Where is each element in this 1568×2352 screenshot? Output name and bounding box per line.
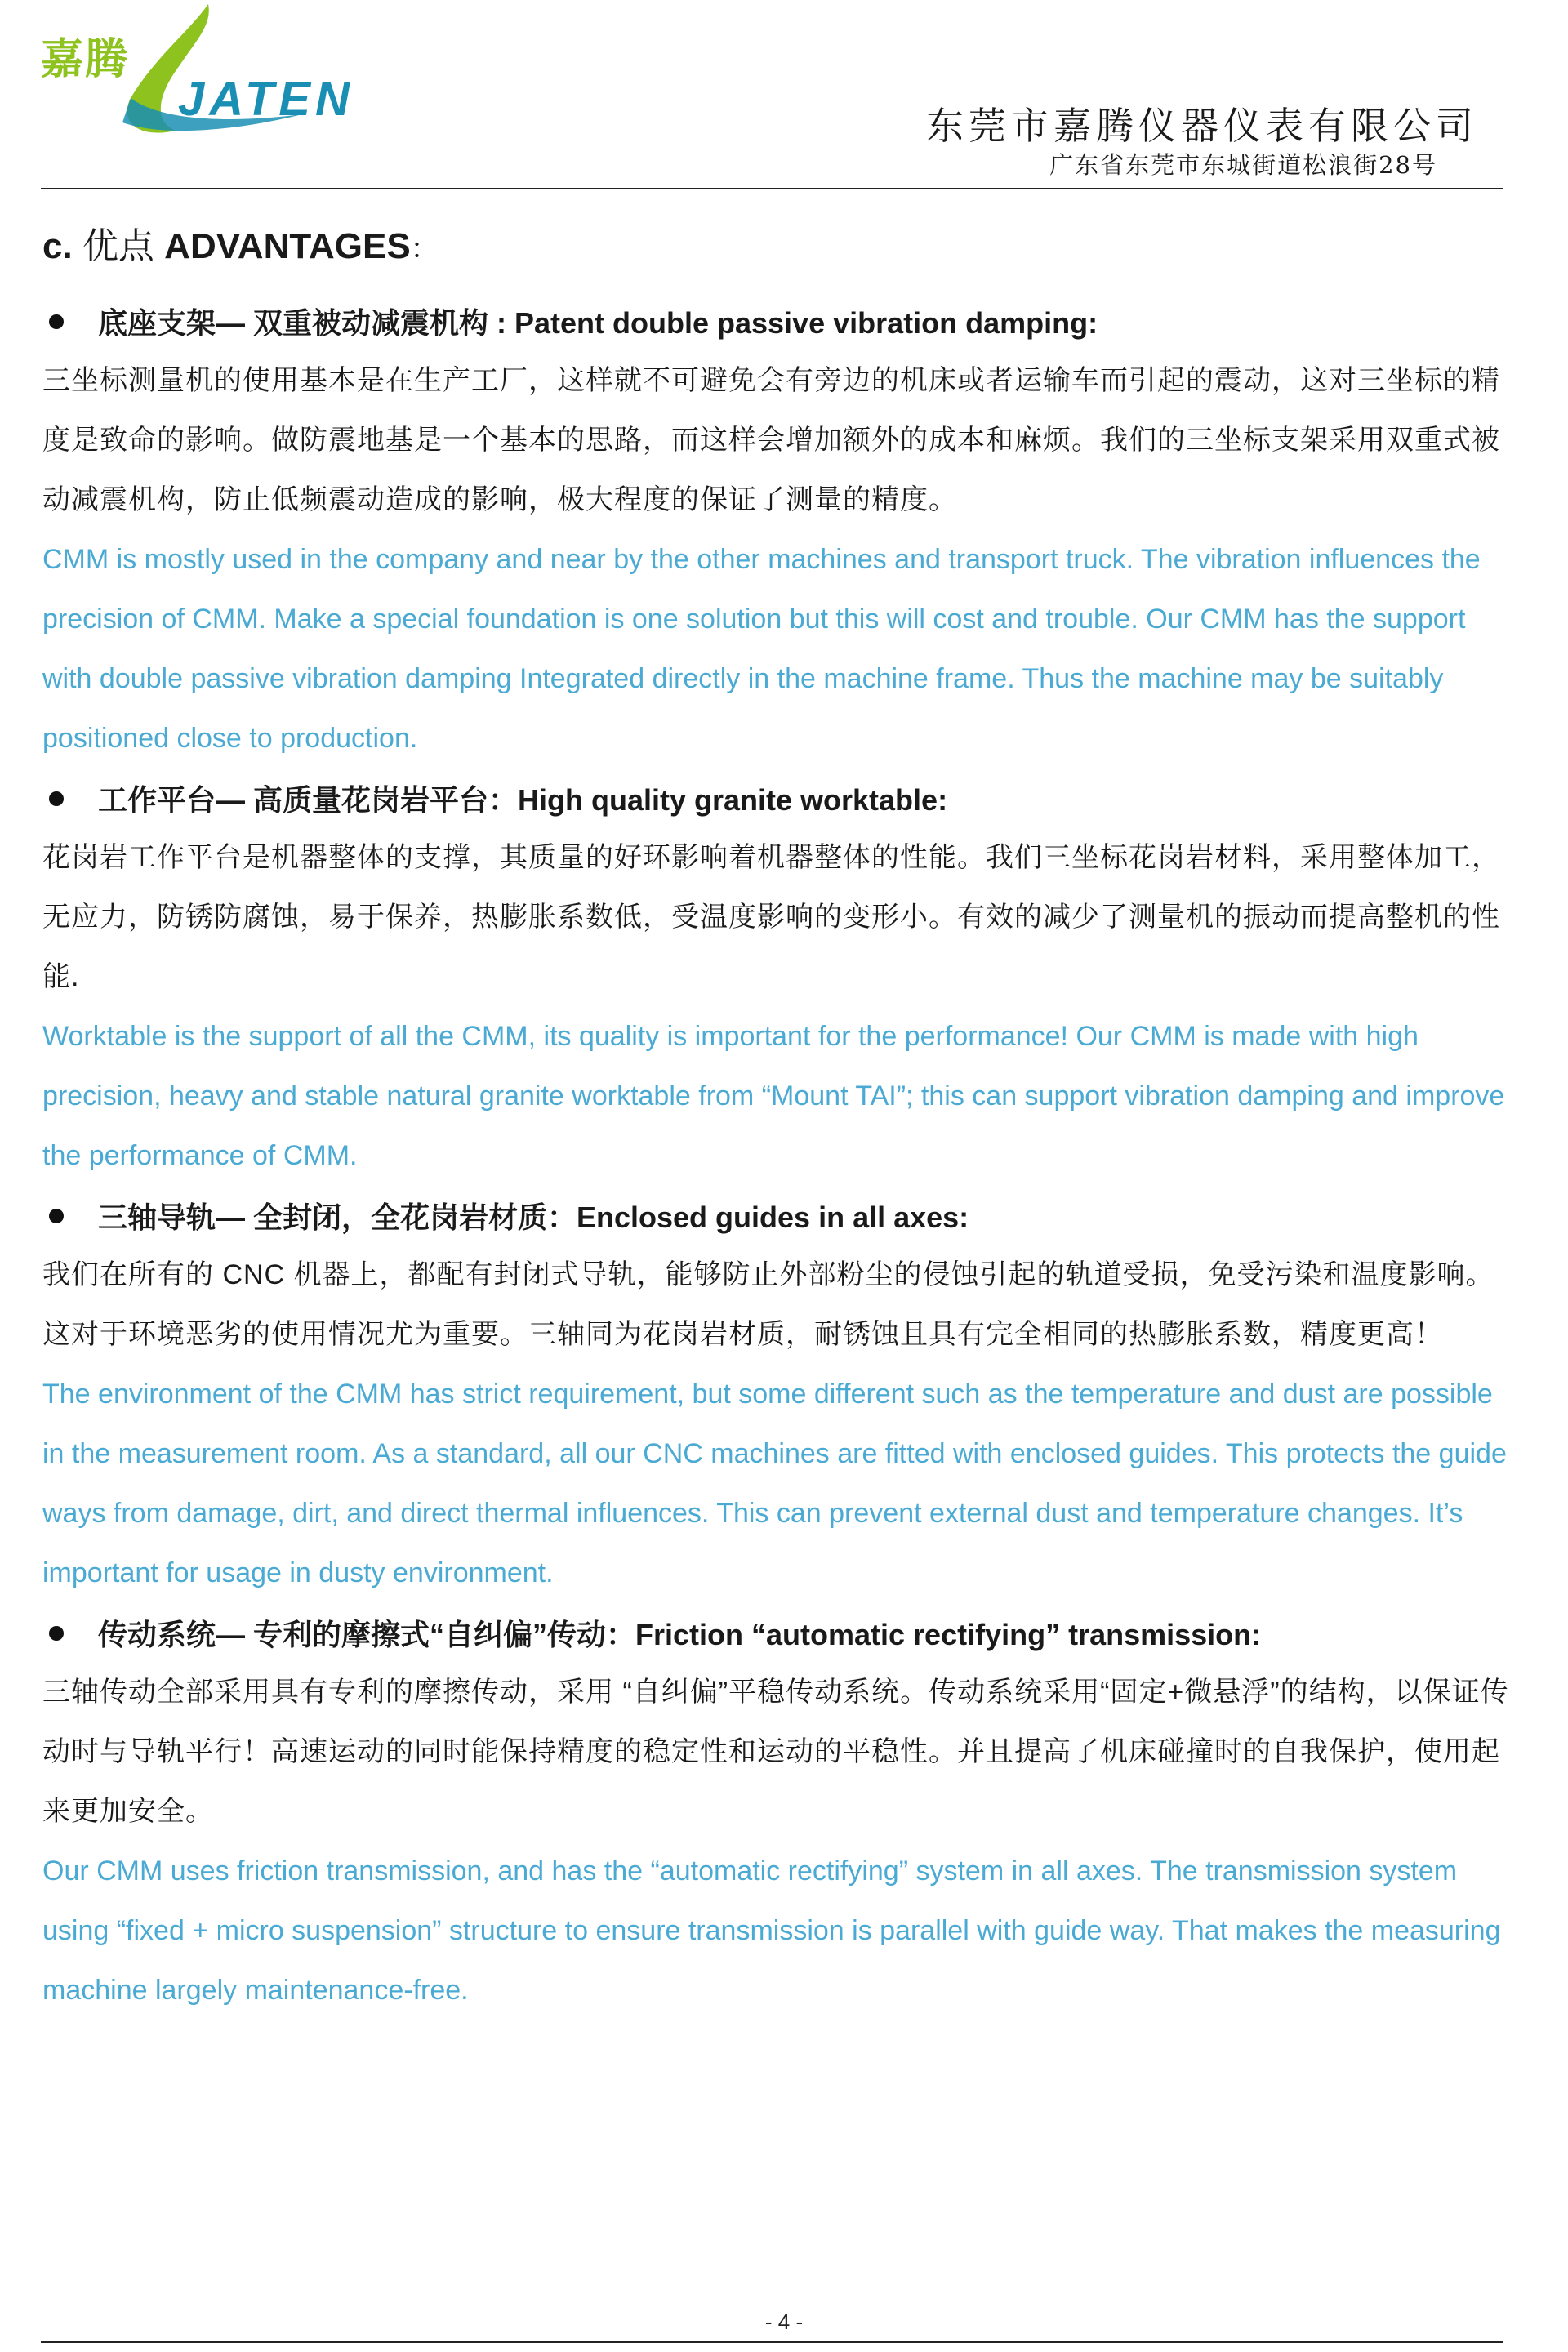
- paragraph-english: Worktable is the support of all the CMM, its quality is important for the performance! Our CMM is made with high precision, heavy and stable natural granite worktable from “Mount TAI”; this can support vibration damping and improve the performance of CMM.: [42, 1021, 1505, 1171]
- bullet-heading-text: 三轴导轨— 全封闭，全花岗岩材质：Enclosed guides in all axes:: [98, 1200, 969, 1234]
- bullet-heading: [42, 292, 1512, 351]
- logo-chinese-text: 嘉腾: [41, 35, 130, 84]
- paragraph-chinese: 我们在所有的 CNC 机器上，都配有封闭式导轨，能够防止外部粉尘的侵蚀引起的轨道受损，免受污染和温度影响。这对于环境恶劣的使用情况尤为重要。三轴同为花岗岩材质，耐锈蚀且具有完全相同的热膨胀系数，精度更高！: [42, 1259, 1494, 1350]
- paragraph-chinese: 花岗岩工作平台是机器整体的支撑，其质量的好环影响着机器整体的性能。我们三坐标花岗岩材料，采用整体加工，无应力，防锈防腐蚀，易于保养，热膨胀系数低，受温度影响的变形小。有效的减少了测量机的振动而提高整机的性能.: [42, 842, 1500, 992]
- advantage-item-guides: [42, 1186, 1512, 1603]
- page-content: [42, 208, 1512, 2020]
- advantage-item-base-support: [42, 292, 1512, 768]
- page-number: - 4 -: [764, 2310, 804, 2334]
- bullet-heading: [42, 768, 1512, 828]
- footer-divider: [41, 2341, 1503, 2343]
- bullet-heading-text: 工作平台— 高质量花岗岩平台：High quality granite worktable:: [98, 783, 948, 817]
- section-title-en: ADVANTAGES: [164, 226, 411, 266]
- advantage-item-transmission: [42, 1603, 1512, 2020]
- bullet-dot-icon: [49, 314, 64, 329]
- advantage-item-worktable: [42, 768, 1512, 1186]
- page-header: [0, 0, 1568, 196]
- company-name: 东莞市嘉腾仪器仪表有限公司: [926, 104, 1478, 148]
- header-divider: [41, 188, 1503, 189]
- bullet-heading: [42, 1186, 1512, 1245]
- section-title-cn: 优点: [82, 226, 154, 266]
- bullet-heading-text: 底座支架— 双重被动减震机构 : Patent double passive vibration damping:: [98, 306, 1098, 340]
- paragraph-english: Our CMM uses friction transmission, and has the “automatic rectifying” system in all axes. The transmission system using “fixed + micro suspension” structure to ensure transmission is parallel with guide way. That makes the measuring machine largely maintenance-free.: [42, 1855, 1501, 2006]
- company-logo: [33, 0, 354, 139]
- logo-english-text: JATEN: [178, 73, 354, 126]
- bullet-dot-icon: [49, 791, 64, 806]
- paragraph-chinese: 三坐标测量机的使用基本是在生产工厂，这样就不可避免会有旁边的机床或者运输车而引起的震动，这对三坐标的精度是致命的影响。做防震地基是一个基本的思路，而这样会增加额外的成本和麻烦。我们的三坐标支架采用双重式被动减震机构，防止低频震动造成的影响，极大程度的保证了测量的精度。: [42, 365, 1500, 515]
- bullet-heading-text: 传动系统— 专利的摩擦式“自纠偏”传动：Friction “automatic rectifying” transmission:: [98, 1618, 1262, 1651]
- bullet-heading: [42, 1603, 1512, 1663]
- section-title: [42, 216, 1512, 269]
- section-title-colon: ：: [410, 234, 439, 265]
- section-letter: c.: [42, 226, 73, 266]
- paragraph-english: The environment of the CMM has strict requirement, but some different such as the temperature and dust are possible in the measurement room. As a standard, all our CNC machines are fitted with enclosed guides. This protects the guide ways from damage, dirt, and direct thermal influences. This can prevent external dust and temperature changes. It’s important for usage in dusty environment.: [42, 1379, 1507, 1588]
- paragraph-english: CMM is mostly used in the company and near by the other machines and transport truck. The vibration influences the precision of CMM. Make a special foundation is one solution but this will cost and trouble. Our CMM has the support with double passive vibration damping Integrated directly in the machine frame. Thus the machine may be suitably positioned close to production.: [42, 544, 1481, 754]
- bullet-dot-icon: [49, 1209, 64, 1223]
- bullet-dot-icon: [49, 1626, 64, 1641]
- paragraph-chinese: 三轴传动全部采用具有专利的摩擦传动，采用 “自纠偏”平稳传动系统。传动系统采用“固定+微悬浮”的结构，以保证传动时与导轨平行！高速运动的同时能保持精度的稳定性和运动的平稳性。并且提高了机床碰撞时的自我保护，使用起来更加安全。: [42, 1677, 1509, 1827]
- company-address: 广东省东莞市东城街道松浪街28号: [1049, 151, 1437, 179]
